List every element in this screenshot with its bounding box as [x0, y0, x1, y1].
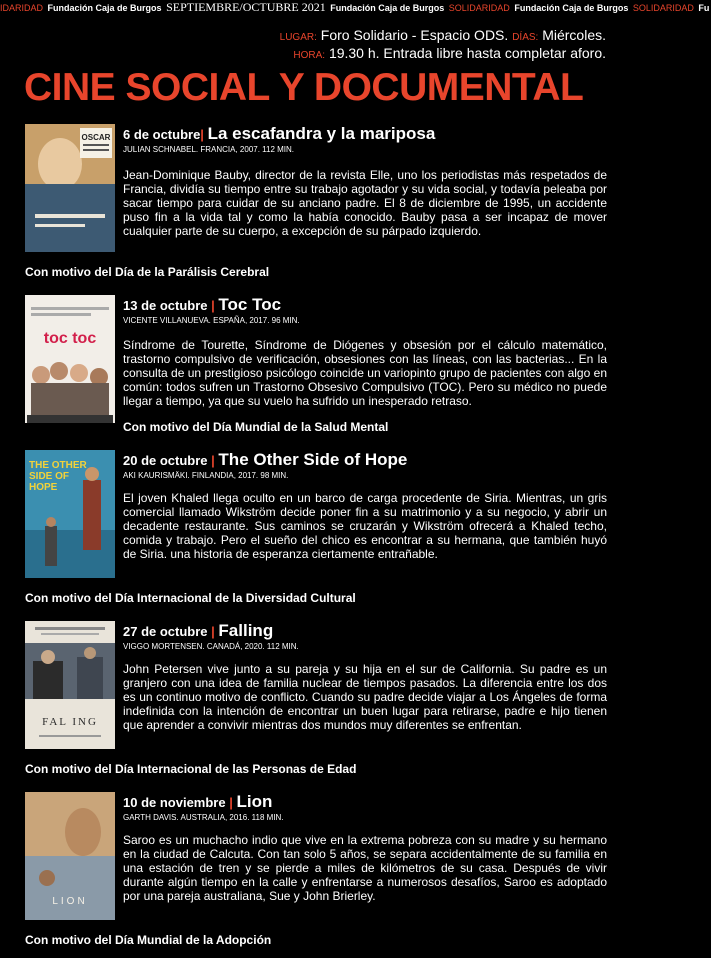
ticker-item: Fu [698, 3, 710, 13]
film-credits: JULIAN SCHNABEL. FRANCIA, 2007. 112 MIN. [123, 145, 295, 154]
film-synopsis: Saroo es un muchacho indio que vive en la extrema pobreza con su madre y su hermano en la ciudad de Calcuta. Con tan solo 5 años, se separa accidentalmente de su familia en una estación de tren y se pierde a miles de kilómetros de su casa. Después de vivir durante algún tiempo en la calle y enfrentarse a numerosos desafíos, Saroo es adoptado por una pareja australiana, Sue y John Brierley. [123, 833, 607, 903]
film-2-header [123, 295, 607, 325]
film-date: 10 de noviembre [123, 795, 226, 810]
dias-label: DÍAS: [512, 32, 539, 43]
film-credits: AKI KAURISMÄKI. FINLANDIA, 2017. 98 MIN. [123, 471, 289, 480]
film-3-header [123, 450, 607, 480]
svg-text:toc toc: toc toc [43, 330, 97, 347]
film-date: 6 de octubre [123, 127, 201, 142]
poster-escafandra-image [25, 124, 115, 252]
ticker-item: Fundación Caja de Burgos [330, 3, 445, 13]
film-synopsis: John Petersen vive junto a su pareja y su hija en el sur de California. Su padre es un granjero con una idea de familia nuclear de tiempos pasados. La diferencia entre los dos es un continuo motivo de conflicto. Cuando su padre decide viajar a Los Ángeles de forma indefinida con la intención de encontrar un buen lugar para retirarse, padre e hijo tienen que aprender a convivir mientras dos mundos muy diferentes se enfrentan. [123, 662, 607, 732]
svg-text:LION: LION [52, 896, 88, 907]
film-title: The Other Side of Hope [218, 450, 408, 469]
lugar-label: LUGAR: [279, 32, 317, 43]
film-reason: Con motivo del Día Internacional de las Personas de Edad [25, 762, 357, 776]
film-title: Toc Toc [218, 295, 282, 314]
film-credits: GARTH DAVIS. AUSTRALIA, 2016. 118 MIN. [123, 813, 284, 822]
film-title: La escafandra y la mariposa [207, 124, 436, 143]
film-date: 20 de octubre [123, 453, 208, 468]
film-reason: Con motivo del Día Mundial de la Adopción [25, 933, 272, 947]
ticker-item: SOLIDARIDAD [448, 3, 510, 13]
poster-escafandra [25, 124, 115, 252]
film-date: 27 de octubre [123, 624, 208, 639]
separator: | [211, 298, 215, 313]
poster-toc-toc-image [25, 295, 115, 423]
film-synopsis: Síndrome de Tourette, Síndrome de Diógenes y obsesión por el cálculo matemático, trastorno compulsivo de verificación, obsesiones con las líneas, con las bacterias... En la consulta de un prestigioso psicólogo coincide un variopinto grupo de pacientes con algo en común: todos sufren un Trastorno Obsesivo Compulsivo (TOC). Pero su médico no puede llegar a tiempo, ya que su vuelo ha sufrido un inesperado retraso. [123, 338, 607, 408]
film-credits: VICENTE VILLANUEVA. ESPAÑA, 2017. 96 MIN. [123, 316, 300, 325]
dias-value: Miércoles. [542, 27, 606, 43]
poster-toc-toc [25, 295, 115, 423]
separator: | [229, 795, 233, 810]
page-title: CINE SOCIAL Y DOCUMENTAL [24, 66, 584, 109]
poster-lion [25, 792, 115, 920]
film-date: 13 de octubre [123, 298, 208, 313]
poster-falling [25, 621, 115, 749]
separator: | [211, 624, 215, 639]
film-1-header [123, 124, 607, 154]
ticker-item: SOLIDARIDAD [632, 3, 694, 13]
ticker-item: IDARIDAD [0, 3, 44, 13]
info-line-time [293, 45, 606, 64]
film-reason: Con motivo del Día de la Parálisis Cerebral [25, 265, 270, 279]
film-title: Lion [236, 792, 273, 811]
poster-other-side-of-hope [25, 450, 115, 578]
film-title: Falling [218, 621, 274, 640]
hora-value: 19.30 h. Entrada libre hasta completar aforo. [328, 45, 606, 61]
film-credits: VIGGO MORTENSEN. CANADÁ, 2020. 112 MIN. [123, 642, 299, 651]
ticker-date: SEPTIEMBRE/OCTUBRE 2021 [166, 0, 326, 14]
header-ticker [0, 0, 710, 14]
film-synopsis: El joven Khaled llega oculto en un barco de carga procedente de Siria. Mientras, un gris comercial llamado Wikström decide poner fin a su matrimonio y a su negocio, y abrir un decadente restaurante. Sus caminos se cruzarán y Wikström ofrecerá a Khaled techo, comida y trabajo. Pero el sueño del chico es encontrar a su hermana, que también huyó de Siria. una historia de esperanza ciertamente entrañable. [123, 491, 607, 561]
info-line-place [280, 27, 606, 46]
separator: | [211, 453, 215, 468]
svg-text:OSCAR: OSCAR [81, 133, 111, 142]
ticker-item: Fundación Caja de Burgos [47, 3, 162, 13]
poster-falling-image [25, 621, 115, 749]
film-5-header [123, 792, 607, 822]
film-reason: Con motivo del Día Mundial de la Salud Mental [123, 420, 389, 434]
film-4-header [123, 621, 607, 651]
lugar-value: Foro Solidario - Espacio ODS. [320, 27, 509, 43]
separator: | [200, 127, 204, 142]
ticker-item: Fundación Caja de Burgos [514, 3, 629, 13]
film-synopsis: Jean-Dominique Bauby, director de la revista Elle, uno los periodistas más respetados de Francia, dividía su tiempo entre su trabajo agotador y su vida social, y todavía peleaba por sacar tiempo para cuidar de su anciano padre. El 8 de diciembre de 1995, un accidente puso fin a la vida tal y como la había conocido. Bauby pasa a ser incapaz de mover cualquier parte de su cuerpo, a excepción de su párpado izquierdo. [123, 168, 607, 238]
hora-label: HORA: [293, 50, 326, 61]
poster-other-side-of-hope-image: THE OTHER SIDE OF HOPE [25, 450, 115, 578]
poster-lion-image [25, 792, 115, 920]
svg-text:FAL ING: FAL ING [42, 716, 98, 728]
film-reason: Con motivo del Día Internacional de la Diversidad Cultural [25, 591, 356, 605]
